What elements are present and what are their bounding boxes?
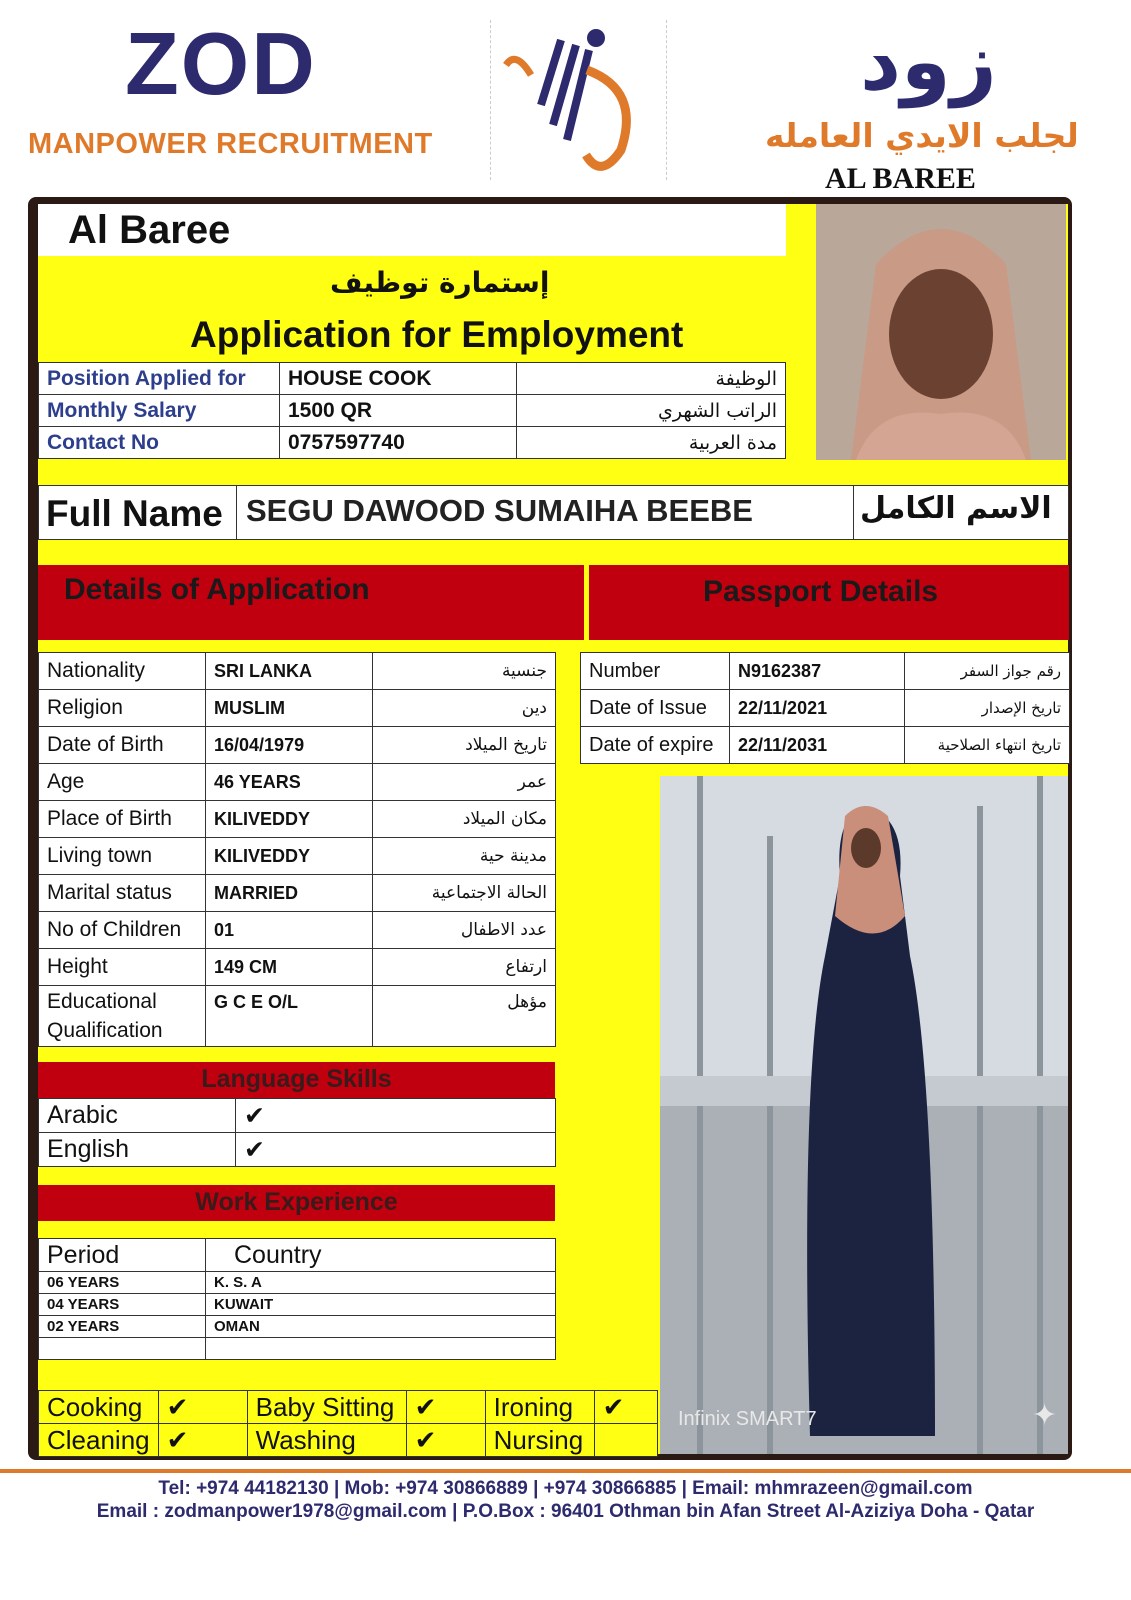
table-row (39, 912, 556, 949)
detail-label: Height (39, 949, 206, 986)
contact-label: Contact No (39, 427, 280, 459)
passport-value: N9162387 (730, 653, 905, 690)
work-period: 06 YEARS (39, 1272, 206, 1294)
detail-label: Age (39, 764, 206, 801)
work-country: KUWAIT (206, 1294, 556, 1316)
full-name-row (38, 485, 1068, 539)
footer-contact: Tel: +974 44182130 | Mob: +974 30866889 | +974 30866885 | Email: mhmrazeen@gmail.com (158, 1478, 973, 1499)
table-row (39, 1338, 556, 1360)
passport-label-arabic: رقم جواز السفر (905, 653, 1070, 690)
detail-label-arabic: تاريخ الميلاد (373, 727, 556, 764)
language-header (38, 1062, 555, 1098)
passport-table (580, 652, 1070, 764)
skill-name: Cleaning (39, 1424, 159, 1457)
brand-subtitle-arabic: لجلب الايدي العامله (765, 116, 1079, 155)
footer-address: Email : zodmanpower1978@gmail.com | P.O.Box : 96401 Othman bin Afan Street Al-Aziziya Doha - Qatar (96, 1501, 1035, 1522)
table-row (581, 653, 1070, 690)
details-header (38, 565, 584, 640)
passport-label-arabic: تاريخ انتهاء الصلاحية (905, 727, 1070, 764)
form-title-arabic: إستمارة توظيف (330, 266, 550, 299)
brand-subtitle: MANPOWER RECRUITMENT (28, 128, 433, 160)
check-icon: ✔ (406, 1424, 485, 1457)
passport-label: Date of Issue (581, 690, 730, 727)
footer-divider (0, 1469, 1131, 1473)
check-icon: ✔ (406, 1391, 485, 1424)
detail-label-arabic: مكان الميلاد (373, 801, 556, 838)
check-icon: ✔ (594, 1391, 657, 1424)
passport-title: Passport Details (703, 575, 939, 608)
detail-value: G C E O/L (206, 986, 373, 1047)
position-label-arabic: الوظيفة (517, 363, 786, 395)
agency-title: Al Baree (68, 208, 231, 252)
detail-label: Marital status (39, 875, 206, 912)
brand-name-latin: AL BAREE (825, 162, 976, 195)
table-row (39, 1391, 658, 1424)
passport-label-arabic: تاريخ الإصدار (905, 690, 1070, 727)
detail-value: 46 YEARS (206, 764, 373, 801)
skill-name: Baby Sitting (247, 1391, 406, 1424)
table-row (39, 801, 556, 838)
full-name-label: Full Name (46, 493, 223, 534)
salary-value: 1500 QR (280, 395, 517, 427)
table-row (39, 1294, 556, 1316)
table-row (39, 690, 556, 727)
table-row (39, 427, 786, 459)
detail-label: Date of Birth (39, 727, 206, 764)
detail-label: Educational Qualification (39, 986, 206, 1047)
work-period: 02 YEARS (39, 1316, 206, 1338)
passport-header (589, 565, 1069, 640)
passport-value: 22/11/2031 (730, 727, 905, 764)
salary-label-arabic: الراتب الشهري (517, 395, 786, 427)
brand-logo-icon (490, 20, 667, 180)
skill-name: Washing (247, 1424, 406, 1457)
agency-title-box (38, 204, 786, 256)
check-icon: ✔ (236, 1099, 556, 1133)
position-value: HOUSE COOK (280, 363, 517, 395)
skill-name: Ironing (485, 1391, 594, 1424)
detail-label: No of Children (39, 912, 206, 949)
detail-label: Place of Birth (39, 801, 206, 838)
portrait-photo (816, 204, 1066, 460)
table-row (39, 1133, 556, 1167)
detail-label-arabic: مؤهل (373, 986, 556, 1047)
detail-label-arabic: جنسية (373, 653, 556, 690)
full-name-value: SEGU DAWOOD SUMAIHA BEEBE (246, 493, 753, 528)
sparkle-icon: ✦ (1032, 1399, 1058, 1432)
detail-label-arabic: عدد الاطفال (373, 912, 556, 949)
full-name-label-arabic: الاسم الكامل (860, 491, 1052, 526)
detail-value: 16/04/1979 (206, 727, 373, 764)
table-row (39, 949, 556, 986)
detail-label: Nationality (39, 653, 206, 690)
work-title: Work Experience (195, 1188, 398, 1216)
work-country: OMAN (206, 1316, 556, 1338)
check-icon (594, 1424, 657, 1457)
table-row (39, 764, 556, 801)
detail-label: Religion (39, 690, 206, 727)
table-row (39, 838, 556, 875)
detail-value: 01 (206, 912, 373, 949)
language-title: Language Skills (201, 1065, 392, 1093)
language-table (38, 1098, 556, 1167)
detail-label-arabic: مدينة حية (373, 838, 556, 875)
check-icon: ✔ (158, 1391, 247, 1424)
table-row (39, 1239, 556, 1272)
detail-label: Living town (39, 838, 206, 875)
detail-value: MARRIED (206, 875, 373, 912)
position-table (38, 362, 786, 459)
brand-logo-text: ZOD (125, 14, 317, 113)
table-row (39, 1272, 556, 1294)
details-table (38, 652, 556, 1047)
work-country: K. S. A (206, 1272, 556, 1294)
skill-name: Cooking (39, 1391, 159, 1424)
check-icon: ✔ (158, 1424, 247, 1457)
skills-table (38, 1390, 658, 1457)
table-row (39, 875, 556, 912)
detail-value: MUSLIM (206, 690, 373, 727)
photo-watermark: Infinix SMART7 (678, 1408, 817, 1430)
table-row (581, 727, 1070, 764)
table-row (39, 1424, 658, 1457)
detail-value: KILIVEDDY (206, 801, 373, 838)
work-header (38, 1185, 555, 1221)
language-name: Arabic (39, 1099, 236, 1133)
work-period: 04 YEARS (39, 1294, 206, 1316)
work-table (38, 1238, 556, 1360)
country-header: Country (206, 1239, 556, 1272)
language-name: English (39, 1133, 236, 1167)
table-row (39, 1316, 556, 1338)
detail-label-arabic: الحالة الاجتماعية (373, 875, 556, 912)
detail-label-arabic: ارتفاع (373, 949, 556, 986)
table-row (39, 986, 556, 1047)
table-row (39, 363, 786, 395)
skill-name: Nursing (485, 1424, 594, 1457)
passport-value: 22/11/2021 (730, 690, 905, 727)
detail-value: 149 CM (206, 949, 373, 986)
detail-value: SRI LANKA (206, 653, 373, 690)
contact-value: 0757597740 (280, 427, 517, 459)
table-row (39, 1099, 556, 1133)
position-label: Position Applied for (39, 363, 280, 395)
table-row (39, 727, 556, 764)
passport-label: Date of expire (581, 727, 730, 764)
full-body-photo (660, 776, 1068, 1454)
detail-value: KILIVEDDY (206, 838, 373, 875)
table-row (39, 653, 556, 690)
salary-label: Monthly Salary (39, 395, 280, 427)
check-icon: ✔ (236, 1133, 556, 1167)
table-row (581, 690, 1070, 727)
detail-label-arabic: دين (373, 690, 556, 727)
passport-label: Number (581, 653, 730, 690)
table-row (39, 395, 786, 427)
detail-label-arabic: عمر (373, 764, 556, 801)
period-header: Period (39, 1239, 206, 1272)
contact-label-arabic: مدة العربية (517, 427, 786, 459)
details-title: Details of Application (64, 573, 370, 606)
brand-logo-arabic: زود (860, 15, 997, 108)
form-title: Application for Employment (190, 314, 684, 355)
